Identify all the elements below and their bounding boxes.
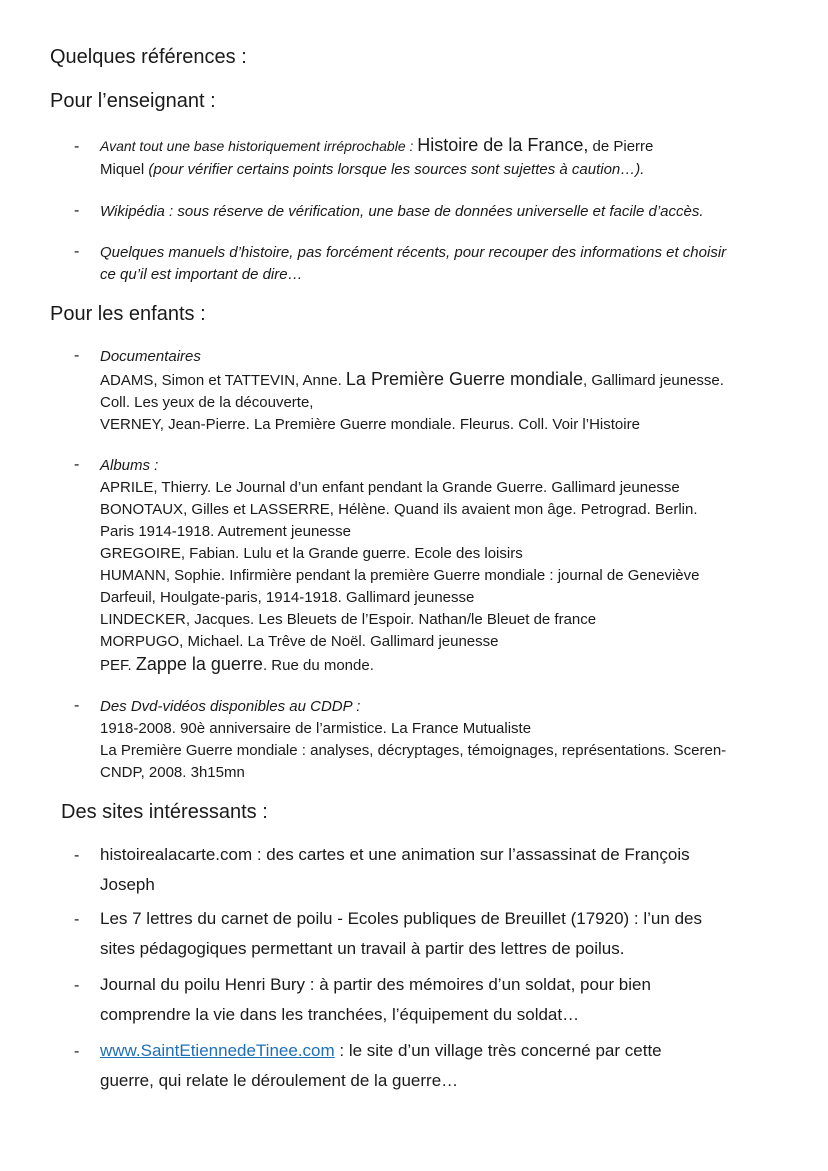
album-entry: GREGOIRE, Fabian. Lulu et la Grande guerre. Ecole des loisirs [100,545,523,562]
list-item-miquel [100,134,800,181]
verney-entry: VERNEY, Jean-Pierre. La Première Guerre mondiale. Fleurus. Coll. Voir l’Histoire [100,416,640,433]
site-histoire-line-2: Joseph [100,875,155,894]
saint-etienne-desc: : le site d’un village très concerné par cette [334,1041,662,1060]
pef-title: Zappe la guerre [135,654,263,674]
dvd-section [100,696,726,784]
album-entry: Paris 1914-1918. Autrement jeunesse [100,523,351,540]
site-journal-line-1: Journal du poilu Henri Bury : à partir des mémoires d’un soldat, pour bien [100,975,651,994]
album-entry: LINDECKER, Jacques. Les Bleuets de l’Espoir. Nathan/le Bleuet de france [100,611,597,628]
adams-publisher: , Gallimard jeunesse. [583,372,724,389]
site-lettres-line-2: sites pédagogiques permettant un travail à partir des lettres de poilus. [100,939,625,958]
site-journal-line-2: comprendre la vie dans les tranchées, l’équipement du soldat… [100,1005,580,1024]
miquel-author-a: de Pierre [588,138,654,155]
album-entry: MORPUGO, Michael. La Trêve de Noël. Gallimard jeunesse [100,633,499,650]
miquel-intro: Avant tout une base historiquement irréprochable : [100,138,418,154]
pef-publisher: . Rue du monde. [262,657,374,674]
heading-references: Quelques références : [50,46,247,68]
bullet-dash: - [74,347,80,364]
bullet-dash: - [74,1043,80,1060]
bullet-dash: - [74,138,80,155]
heading-teacher: Pour l’enseignant : [50,90,216,112]
adams-collection: Coll. Les yeux de la découverte, [100,394,314,411]
site-saint-etienne [100,1036,662,1096]
site-histoire [100,840,690,900]
dvd-entry: 1918-2008. 90è anniversaire de l’armistice. La France Mutualiste [100,720,532,737]
pef-author: PEF. [100,657,136,674]
heading-children: Pour les enfants : [50,303,206,325]
album-entry: HUMANN, Sophie. Infirmière pendant la première Guerre mondiale : journal de Geneviève [100,567,700,584]
adams-author: ADAMS, Simon et TATTEVIN, Anne. [100,372,346,389]
adams-title: La Première Guerre mondiale [345,369,584,389]
bullet-dash: - [74,202,80,219]
documentaires-section [100,346,724,436]
albums-section [100,455,699,677]
list-item-wikipedia: Wikipédia : sous réserve de vérification, une base de données universelle et facile d’accès. [100,203,704,220]
album-entry: APRILE, Thierry. Le Journal d’un enfant pendant la Grande Guerre. Gallimard jeunesse [100,479,680,496]
album-entry: BONOTAUX, Gilles et LASSERRE, Hélène. Quand ils avaient mon âge. Petrograd. Berlin. [100,501,698,518]
album-entry: Darfeuil, Houlgate-paris, 1914-1918. Gallimard jeunesse [100,589,475,606]
miquel-book-title: Histoire de la France, [417,135,589,155]
site-histoire-line-1: histoirealacarte.com : des cartes et une animation sur l’assassinat de François [100,845,690,864]
site-lettres-line-1: Les 7 lettres du carnet de poilu - Ecoles publiques de Breuillet (17920) : l’un des [100,909,702,928]
dvd-entry: La Première Guerre mondiale : analyses, décryptages, témoignages, représentations. Sceren- [100,742,727,759]
manuals-line-1: Quelques manuels d’histoire, pas forcément récents, pour recouper des informations et choisir [100,244,727,261]
list-item-manuals [100,242,726,286]
miquel-note: (pour vérifier certains points lorsque les sources sont sujettes à caution…). [148,161,645,178]
heading-sites: Des sites intéressants : [61,801,268,823]
bullet-dash: - [74,697,80,714]
dvd-entry: CNDP, 2008. 3h15mn [100,764,245,781]
site-lettres [100,904,702,964]
documentaires-label: Documentaires [100,348,201,365]
bullet-dash: - [74,456,80,473]
manuals-line-2: ce qu’il est important de dire… [100,266,303,283]
saint-etienne-line-2: guerre, qui relate le déroulement de la guerre… [100,1071,459,1090]
bullet-dash: - [74,847,80,864]
albums-label: Albums : [100,457,159,474]
bullet-dash: - [74,977,80,994]
miquel-author-b: Miquel [100,161,149,178]
saint-etienne-link[interactable]: www.SaintEtiennedeTinee.com [100,1041,335,1060]
dvd-label: Des Dvd-vidéos disponibles au CDDP : [100,698,361,715]
bullet-dash: - [74,911,80,928]
site-journal [100,970,651,1030]
bullet-dash: - [74,243,80,260]
